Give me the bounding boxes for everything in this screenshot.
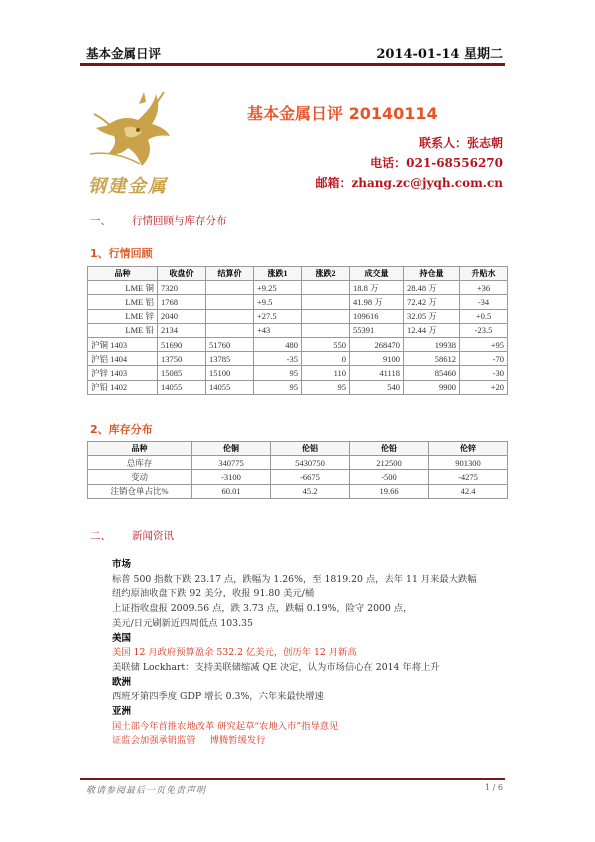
contact-person: 联系人：张志朝 <box>418 136 503 150</box>
table-cell: 550 <box>302 337 350 351</box>
table-cell: 14055 <box>158 380 206 394</box>
header-date: 2014-01-14 星期二 <box>376 47 503 62</box>
table-cell: 480 <box>254 337 302 351</box>
table-cell: 32.05 万 <box>404 309 460 323</box>
news-line: 美联储 Lockhart：支持美联储缩减 QE 决定，认为市场信心在 2014 年将上升 <box>112 661 440 673</box>
table-cell: 9900 <box>404 380 460 394</box>
table-cell: LME 铜 <box>88 281 158 295</box>
footer-disclaimer: 敬请参阅最后一页免责声明 <box>86 786 207 796</box>
table-cell: 总库存 <box>88 456 192 470</box>
table-cell: -23.5 <box>460 323 508 337</box>
table-cell: +0.5 <box>460 309 508 323</box>
report-title: 基本金属日评 20140114 <box>247 104 438 123</box>
table-cell: 14055 <box>206 380 254 394</box>
news-line: 上证指收盘报 2009.56 点，跌 3.73 点，跌幅 0.19%，险守 2000 点， <box>112 603 413 615</box>
table-cell: 901300 <box>429 456 508 470</box>
table-row <box>88 281 508 295</box>
table-cell: 18.8 万 <box>350 281 404 295</box>
inventory-table <box>87 441 508 499</box>
news-link[interactable]: 博腾暂缓发行 <box>209 735 266 747</box>
table-cell: 13785 <box>206 352 254 366</box>
table-cell: 72.42 万 <box>404 295 460 309</box>
news-category-asia: 亚洲 <box>112 706 132 718</box>
table-cell: -70 <box>460 352 508 366</box>
header-divider <box>80 63 505 66</box>
table-cell: 51690 <box>158 337 206 351</box>
news-category-market: 市场 <box>112 559 132 570</box>
column-header: 伦锌 <box>429 442 508 456</box>
subheading-inventory: 2、库存分布 <box>90 423 153 436</box>
table-cell: 55391 <box>350 323 404 337</box>
news-body <box>112 558 512 749</box>
table-cell: 19938 <box>404 337 460 351</box>
table-cell: 85460 <box>404 366 460 380</box>
news-link[interactable]: 美国 12 月政府预算盈余 532.2 亿美元，创历年 12 月新高 <box>112 647 357 659</box>
table-row <box>88 337 508 351</box>
table-cell: 9100 <box>350 352 404 366</box>
section-number: 一、 <box>90 215 111 227</box>
table-header-row <box>88 442 508 456</box>
table-cell: 19.66 <box>350 484 429 498</box>
table-row <box>88 380 508 394</box>
table-cell: LME 铅 <box>88 323 158 337</box>
news-category-us: 美国 <box>112 632 132 644</box>
subheading-market-review: 1、行情回顾 <box>90 247 153 260</box>
section-title: 新闻资讯 <box>132 530 174 542</box>
table-cell: 沪铅 1402 <box>88 380 158 394</box>
table-cell: 268470 <box>350 337 404 351</box>
table-cell: +36 <box>460 281 508 295</box>
market-review-table <box>87 266 508 395</box>
table-cell <box>206 323 254 337</box>
column-header: 伦铜 <box>192 442 271 456</box>
table-cell: 变动 <box>88 470 192 484</box>
column-header: 涨跌1 <box>254 267 302 281</box>
table-cell: +9.5 <box>254 295 302 309</box>
table-cell: LME 铝 <box>88 295 158 309</box>
table-cell: +95 <box>460 337 508 351</box>
table-cell: 28.48 万 <box>404 281 460 295</box>
column-header: 持仓量 <box>404 267 460 281</box>
column-header: 伦铝 <box>271 442 350 456</box>
column-header: 品种 <box>88 267 158 281</box>
table-cell: 60.01 <box>192 484 271 498</box>
table-row <box>88 470 508 484</box>
news-link[interactable]: 证监会加强承销监管 <box>112 735 196 747</box>
section-number: 二、 <box>90 530 111 542</box>
table-cell: +20 <box>460 380 508 394</box>
column-header: 升贴水 <box>460 267 508 281</box>
column-header: 涨跌2 <box>302 267 350 281</box>
table-cell: 109616 <box>350 309 404 323</box>
table-cell: 沪铝 1404 <box>88 352 158 366</box>
table-cell <box>302 323 350 337</box>
section-title: 行情回顾与库存分布 <box>132 215 227 227</box>
table-row <box>88 456 508 470</box>
table-cell: 110 <box>302 366 350 380</box>
table-cell: 540 <box>350 380 404 394</box>
table-cell: +43 <box>254 323 302 337</box>
table-row <box>88 484 508 498</box>
table-row <box>88 309 508 323</box>
table-cell: -500 <box>350 470 429 484</box>
header-report-name: 基本金属日评 <box>86 46 162 61</box>
table-cell: -35 <box>254 352 302 366</box>
table-cell: 41.98 万 <box>350 295 404 309</box>
table-cell: 7320 <box>158 281 206 295</box>
logo-calligraphy-text: 钢建金属 <box>88 176 168 197</box>
column-header: 伦铅 <box>350 442 429 456</box>
table-cell: +27.5 <box>254 309 302 323</box>
table-cell: 2040 <box>158 309 206 323</box>
table-row <box>88 323 508 337</box>
contact-email: 邮箱：zhang.zc@jyqh.com.cn <box>315 176 503 190</box>
table-cell: 注销仓单占比% <box>88 484 192 498</box>
news-line: 标普 500 指数下跌 23.17 点，跌幅为 1.26%，至 1819.20 点，去年 11 月来最大跌幅 <box>112 573 477 585</box>
column-header: 结算价 <box>206 267 254 281</box>
table-cell: 95 <box>254 366 302 380</box>
section-heading-market-review <box>90 213 227 228</box>
table-cell: 13750 <box>158 352 206 366</box>
table-cell: 0 <box>302 352 350 366</box>
table-cell: 95 <box>302 380 350 394</box>
table-cell: 2134 <box>158 323 206 337</box>
table-cell: 42.4 <box>429 484 508 498</box>
table-cell: 15100 <box>206 366 254 380</box>
page-header <box>80 42 505 62</box>
table-cell <box>302 309 350 323</box>
table-cell: 12.44 万 <box>404 323 460 337</box>
table-cell <box>206 281 254 295</box>
column-header: 成交量 <box>350 267 404 281</box>
news-line: 西班牙第四季度 GDP 增长 0.3%，六年来最快增速 <box>112 691 324 703</box>
table-header-row <box>88 267 508 281</box>
table-row <box>88 295 508 309</box>
table-cell: 58612 <box>404 352 460 366</box>
news-category-europe: 欧洲 <box>112 676 132 688</box>
news-line: 美元/日元刷新近四周低点 103.35 <box>112 617 253 629</box>
section-heading-news <box>90 528 174 543</box>
table-cell: 沪铜 1403 <box>88 337 158 351</box>
table-cell <box>206 309 254 323</box>
page-number: 1 / 6 <box>485 783 503 792</box>
footer-divider <box>80 778 505 780</box>
table-row <box>88 366 508 380</box>
table-cell: -30 <box>460 366 508 380</box>
table-cell: +9.25 <box>254 281 302 295</box>
news-line: 纽约原油收盘下跌 92 美分，收报 91.80 美元/桶 <box>112 588 315 600</box>
news-link[interactable]: 国土部今年首推农地改革 研究起草“农地入市”指导意见 <box>112 720 339 732</box>
table-cell: -34 <box>460 295 508 309</box>
table-cell: 5430750 <box>271 456 350 470</box>
table-cell: 45.2 <box>271 484 350 498</box>
contact-phone: 电话：021-68556270 <box>370 156 503 170</box>
table-cell: -4275 <box>429 470 508 484</box>
table-cell: 41118 <box>350 366 404 380</box>
table-cell <box>302 295 350 309</box>
news-line-pair <box>112 734 512 749</box>
table-row <box>88 352 508 366</box>
table-cell: 51760 <box>206 337 254 351</box>
table-cell <box>206 295 254 309</box>
table-cell <box>302 281 350 295</box>
table-cell: 15085 <box>158 366 206 380</box>
table-cell: 95 <box>254 380 302 394</box>
table-cell: 沪锌 1403 <box>88 366 158 380</box>
table-cell: -3100 <box>192 470 271 484</box>
table-cell: 340775 <box>192 456 271 470</box>
column-header: 品种 <box>88 442 192 456</box>
table-cell: -6675 <box>271 470 350 484</box>
table-cell: LME 锌 <box>88 309 158 323</box>
column-header: 收盘价 <box>158 267 206 281</box>
company-logo <box>84 84 194 204</box>
table-cell: 1768 <box>158 295 206 309</box>
table-cell: 212500 <box>350 456 429 470</box>
